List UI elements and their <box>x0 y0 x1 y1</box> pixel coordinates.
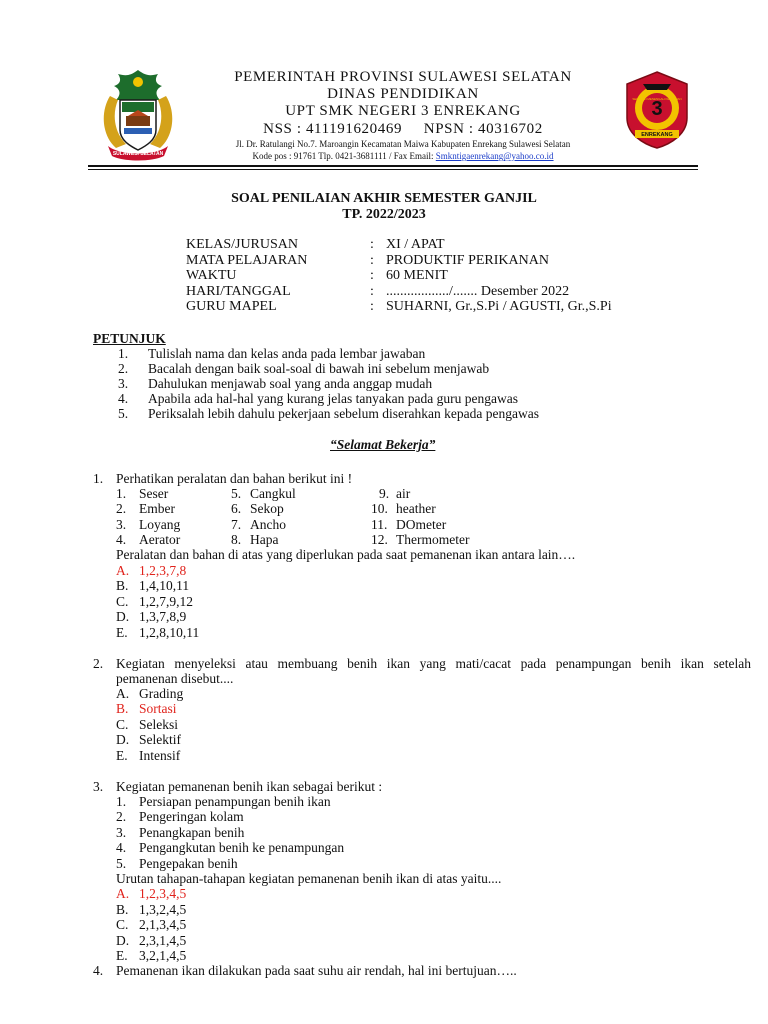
question-number: 2. <box>93 656 104 671</box>
option-text: 1,2,7,9,12 <box>139 594 193 609</box>
step-number: 1. <box>116 794 127 809</box>
item-number: 11. <box>371 517 388 532</box>
step-number: 2. <box>116 809 127 824</box>
info-colon: : <box>370 299 374 314</box>
item-number: 12. <box>371 532 388 547</box>
option-letter: D. <box>116 732 130 747</box>
option-text: Seleksi <box>139 717 178 732</box>
option-text-correct: 1,2,3,4,5 <box>139 886 187 901</box>
item-label: Hapa <box>250 532 279 547</box>
option-letter: D. <box>116 609 130 624</box>
header-divider-thin <box>88 169 698 170</box>
option-letter: A. <box>116 563 130 578</box>
item-label: Ancho <box>250 517 286 532</box>
info-label: WAKTU <box>186 268 237 283</box>
item-label: Ember <box>139 501 175 516</box>
greeting: “Selamat Bekerja” <box>330 437 436 452</box>
info-colon: : <box>370 268 374 283</box>
item-number: 3. <box>116 517 127 532</box>
step-number: 5. <box>116 856 127 871</box>
instruction-number: 4. <box>118 391 129 406</box>
instruction-item: Bacalah dengan baik soal-soal di bawah ini sebelum menjawab <box>148 361 490 376</box>
instruction-item: Dahulukan menjawab soal yang anda anggap mudah <box>148 376 433 391</box>
svg-text:SULAWESI SELATAN: SULAWESI SELATAN <box>112 151 164 157</box>
instruction-number: 3. <box>118 376 129 391</box>
item-label: heather <box>396 501 436 516</box>
header-divider-thick <box>88 165 698 167</box>
exam-title: SOAL PENILAIAN AKHIR SEMESTER GANJIL <box>231 191 537 206</box>
info-value: ................../....... Desember 2022 <box>386 284 570 299</box>
header-agency: DINAS PENDIDIKAN <box>327 86 479 102</box>
question-stem: Perhatikan peralatan dan bahan berikut ini ! <box>116 471 353 486</box>
item-number: 4. <box>116 532 127 547</box>
option-letter: A. <box>116 686 130 701</box>
header-school: UPT SMK NEGERI 3 ENREKANG <box>285 103 521 119</box>
header-government: PEMERINTAH PROVINSI SULAWESI SELATAN <box>234 69 572 85</box>
question-prompt: Peralatan dan bahan di atas yang diperlukan pada saat pemanenan ikan antara lain…. <box>116 547 576 562</box>
option-text: 1,3,2,4,5 <box>139 902 187 917</box>
header-nss-npsn: NSS : 411191620469 NPSN : 40316702 <box>263 121 543 137</box>
svg-text:SEKOLAH MENENGAH KEJURUAN: SEKOLAH MENENGAH KEJURUAN <box>632 97 682 101</box>
info-label: HARI/TANGGAL <box>186 284 291 299</box>
instruction-item: Tulislah nama dan kelas anda pada lembar jawaban <box>148 346 426 361</box>
option-text: 1,3,7,8,9 <box>139 609 187 624</box>
question-number: 1. <box>93 471 104 486</box>
instructions-heading: PETUNJUK <box>93 331 166 346</box>
svg-text:ENREKANG: ENREKANG <box>641 132 673 138</box>
step-number: 3. <box>116 825 127 840</box>
info-value: XI / APAT <box>386 237 445 252</box>
step-text: Pengepakan benih <box>139 856 238 871</box>
info-label: MATA PELAJARAN <box>186 253 308 268</box>
option-text: 1,2,8,10,11 <box>139 625 200 640</box>
item-label: Loyang <box>139 517 181 532</box>
option-text: 3,2,1,4,5 <box>139 948 187 963</box>
contact-text: Kode pos : 91761 Tlp. 0421-3681111 / Fax Email: <box>252 151 436 161</box>
option-letter: E. <box>116 625 128 640</box>
instruction-item: Periksalah lebih dahulu pekerjaan sebelum diserahkan kepada pengawas <box>148 406 539 421</box>
info-colon: : <box>370 237 374 252</box>
item-label: DOmeter <box>396 517 447 532</box>
item-label: Sekop <box>250 501 284 516</box>
info-value: SUHARNI, Gr.,S.Pi / AGUSTI, Gr.,S.Pi <box>386 299 612 314</box>
question-stem-continued: pemanenan disebut.... <box>116 671 234 686</box>
question-prompt: Urutan tahapan-tahapan kegiatan pemanenan benih ikan di atas yaitu.... <box>116 871 502 886</box>
question-stem: Kegiatan menyeleksi atau membuang benih ikan yang mati/cacat pada penampungan benih ikan setelah <box>116 656 751 671</box>
email-link[interactable]: Smkntigaenrekang@yahoo.co.id <box>435 151 554 161</box>
option-text: Selektif <box>139 732 181 747</box>
option-letter: E. <box>116 748 128 763</box>
option-letter: B. <box>116 902 129 917</box>
option-letter: C. <box>116 717 129 732</box>
item-number: 10. <box>371 501 388 516</box>
option-letter: E. <box>116 948 128 963</box>
item-number: 8. <box>231 532 242 547</box>
step-text: Pengangkutan benih ke penampungan <box>139 840 345 855</box>
info-label: KELAS/JURUSAN <box>186 237 299 252</box>
item-number: 5. <box>231 486 242 501</box>
instruction-item: Apabila ada hal-hal yang kurang jelas tanyakan pada guru pengawas <box>148 391 518 406</box>
item-number: 6. <box>231 501 242 516</box>
item-number: 9. <box>379 486 390 501</box>
option-letter: C. <box>116 917 129 932</box>
item-label: air <box>396 486 411 501</box>
question-stem: Pemanenan ikan dilakukan pada saat suhu air rendah, hal ini bertujuan….. <box>116 963 517 978</box>
step-text: Pengeringan kolam <box>139 809 244 824</box>
option-text: 2,1,3,4,5 <box>139 917 187 932</box>
option-text: 2,3,1,4,5 <box>139 933 187 948</box>
option-text: Intensif <box>139 748 181 763</box>
header-address: Jl. Dr. Ratulangi No.7. Maroangin Kecamatan Maiwa Kabupaten Enrekang Sulawesi Selatan <box>235 139 571 149</box>
instruction-number: 5. <box>118 406 129 421</box>
option-text-correct: Sortasi <box>139 701 177 716</box>
question-number: 3. <box>93 779 104 794</box>
svg-text:3: 3 <box>651 98 663 120</box>
question-number: 4. <box>93 963 104 978</box>
instruction-number: 2. <box>118 361 129 376</box>
item-label: Thermometer <box>396 532 470 547</box>
option-text-correct: 1,2,3,7,8 <box>139 563 187 578</box>
option-letter: C. <box>116 594 129 609</box>
exam-year: TP. 2022/2023 <box>342 207 426 222</box>
option-text: 1,4,10,11 <box>139 578 190 593</box>
info-colon: : <box>370 253 374 268</box>
smk3-school-logo <box>621 70 693 150</box>
step-number: 4. <box>116 840 127 855</box>
info-value: 60 MENIT <box>386 268 448 283</box>
question-stem: Kegiatan pemanenan benih ikan sebagai berikut : <box>116 779 383 794</box>
item-number: 2. <box>116 501 127 516</box>
option-letter: A. <box>116 886 130 901</box>
instruction-number: 1. <box>118 346 129 361</box>
info-label: GURU MAPEL <box>186 299 277 314</box>
sulsel-emblem-logo <box>96 66 180 162</box>
item-label: Cangkul <box>250 486 296 501</box>
info-value: PRODUKTIF PERIKANAN <box>386 253 549 268</box>
option-letter: D. <box>116 933 130 948</box>
item-label: Seser <box>139 486 169 501</box>
info-colon: : <box>370 284 374 299</box>
item-number: 7. <box>231 517 242 532</box>
option-text: Grading <box>139 686 184 701</box>
step-text: Persiapan penampungan benih ikan <box>139 794 331 809</box>
item-number: 1. <box>116 486 127 501</box>
header-contact <box>180 151 626 161</box>
step-text: Penangkapan benih <box>139 825 245 840</box>
option-letter: B. <box>116 701 129 716</box>
option-letter: B. <box>116 578 129 593</box>
item-label: Aerator <box>139 532 181 547</box>
